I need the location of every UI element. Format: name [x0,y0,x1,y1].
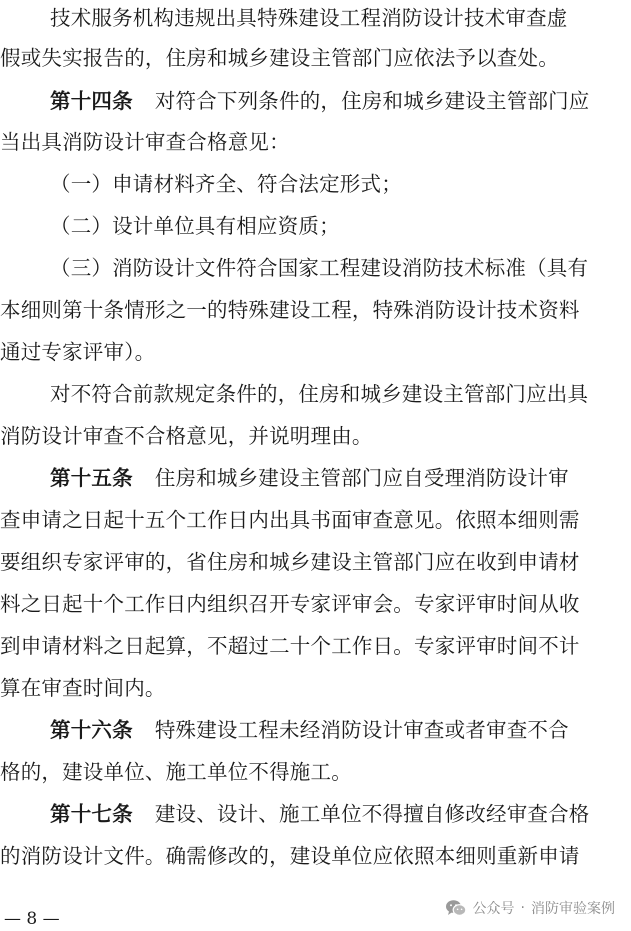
text-line: 通过专家评审）。 [0,340,156,364]
text-line: 料之日起十个工作日内组织召开专家评审会。专家评审时间从收 [0,592,580,616]
watermark-prefix: 公众号 [472,901,515,917]
text-line: 查申请之日起十五个工作日内出具书面审查意见。依照本细则需 [0,508,580,532]
list-item: （一）申请材料齐全、符合法定形式； [50,172,402,196]
list-item: （二）设计单位具有相应资质； [50,214,340,238]
text-line: 技术服务机构违规出具特殊建设工程消防设计技术审查虚 [50,6,568,30]
text-line: 假或失实报告的，住房和城乡建设主管部门应依法予以查处。 [0,46,559,70]
text-line: 格的，建设单位、施工单位不得施工。 [0,760,352,784]
text-line: 消防设计审查不合格意见，并说明理由。 [0,424,373,448]
article-14-line: 第十四条 对符合下列条件的，住房和城乡建设主管部门应 [50,89,590,113]
text-line: 当出具消防设计审查合格意见： [0,130,290,154]
watermark-account: 消防审验案例 [531,901,615,917]
text-line: 对不符合前款规定条件的，住房和城乡建设主管部门应出具 [50,382,589,406]
text-line: 要组织专家评审的，省住房和城乡建设主管部门应在收到申请材 [0,550,580,574]
text-line: 到申请材料之日起算，不超过二十个工作日。专家评审时间不计 [0,634,580,658]
wechat-watermark [445,896,615,920]
text-line: 算在审查时间内。 [0,676,166,700]
article-heading: 第十六条 [50,718,133,742]
watermark-separator: · [520,900,525,916]
wechat-icon [445,899,467,917]
article-heading: 第十五条 [50,466,133,490]
article-16-line: 第十六条 特殊建设工程未经消防设计审查或者审查不合 [50,718,569,742]
article-17-line: 第十七条 建设、设计、施工单位不得擅自修改经审查合格 [50,802,590,826]
text-line: 的消防设计文件。确需修改的，建设单位应依照本细则重新申请 [0,844,580,868]
article-15-line: 第十五条 住房和城乡建设主管部门应自受理消防设计审 [50,466,569,490]
text-line: 本细则第十条情形之一的特殊建设工程，特殊消防设计技术资料 [0,298,580,322]
article-heading: 第十七条 [50,802,133,826]
article-heading: 第十四条 [50,89,133,113]
list-item: （三）消防设计文件符合国家工程建设消防技术标准（具有 [50,256,589,280]
page-number: — 8 — [4,909,60,929]
